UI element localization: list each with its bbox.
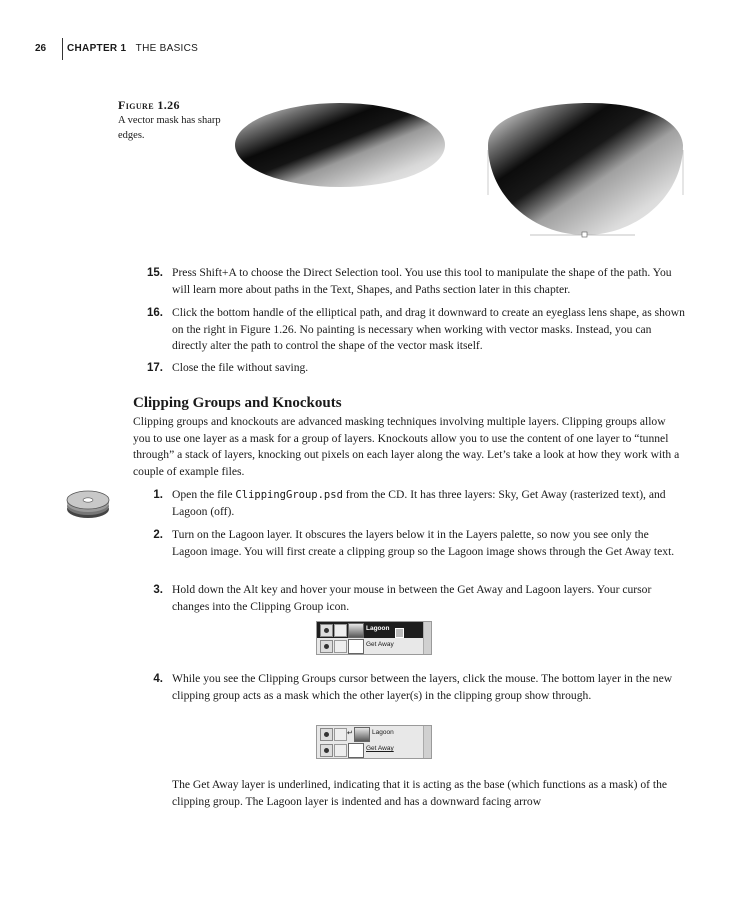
visibility-eye-icon[interactable] (320, 728, 333, 741)
visibility-eye-icon[interactable] (320, 744, 333, 757)
step-text-part: from the CD. It has three layers: Sky, Get Away (rasterized text), and Lagoon (off). (172, 488, 666, 518)
list-item (133, 265, 685, 298)
step-number: 17. (147, 362, 163, 374)
step-text: Turn on the Lagoon layer. It obscures the layers below it in the Layers palette, so now you see only the Lagoon image. You will first create a clipping group so the Lagoon image shows through the Get Away text. (172, 528, 675, 558)
brush-icon (334, 744, 347, 757)
brush-icon (334, 640, 347, 653)
layer-thumbnail (348, 743, 364, 758)
chapter-number: 1 (120, 43, 127, 54)
running-header (67, 43, 198, 54)
list-item (133, 671, 685, 704)
path-anchor (582, 232, 587, 237)
section-heading: Clipping Groups and Knockouts (133, 395, 342, 411)
clipping-cursor-icon (395, 628, 404, 638)
layer-row[interactable] (317, 742, 431, 758)
chapter-label: CHAPTER (67, 43, 118, 54)
layer-row[interactable] (317, 638, 431, 654)
brush-icon (334, 728, 347, 741)
layer-name: Lagoon (372, 729, 394, 736)
layer-thumbnail (348, 623, 364, 638)
step-number: 1. (153, 489, 163, 501)
layer-name: Get Away (366, 745, 394, 752)
figure-vector-mask-illustration (230, 95, 700, 255)
clip-arrow-icon: ↵ (347, 730, 353, 737)
layer-thumbnail (348, 639, 364, 654)
vector-mask-lens-shape (488, 103, 683, 235)
page-number: 26 (35, 43, 47, 54)
scrollbar[interactable] (423, 726, 431, 758)
figure-caption: A vector mask has sharp edges. (118, 115, 221, 141)
header-divider (62, 38, 63, 60)
step-number: 4. (153, 673, 163, 685)
chapter-title: THE BASICS (135, 43, 199, 54)
step-text (172, 487, 685, 520)
step-number: 15. (147, 267, 163, 279)
cd-disc-icon (65, 485, 111, 521)
vector-mask-ellipse (235, 103, 445, 187)
step-text: Hold down the Alt key and hover your mouse in between the Get Away and Lagoon layers. Your cursor changes into the Clipping Group icon. (172, 583, 652, 613)
brush-icon (334, 624, 347, 637)
figure-title: Figure 1.26 (118, 98, 180, 112)
step-text: Press Shift+A to choose the Direct Selection tool. You use this tool to manipulate the shape of the path. You will learn more about paths in the Text, Shapes, and Paths section later in this chapter. (172, 266, 672, 296)
step-text: While you see the Clipping Groups cursor between the layers, click the mouse. The bottom layer in the new clipping group acts as a mask which the other layer(s) in the clipping group show through. (172, 672, 673, 702)
layer-row[interactable] (317, 622, 431, 638)
step-number: 2. (153, 529, 163, 541)
step-number: 16. (147, 307, 163, 319)
step-text: Close the file without saving. (172, 361, 309, 374)
layer-name: Get Away (366, 641, 394, 648)
section-intro: Clipping groups and knockouts are advanced masking techniques involving multiple layers. Clipping groups allow you to use one layer as a mask for a group of layers. Knockouts allow you to use the content of one layer to “tunnel through” a stack of layers, knocking out pixels on each layer along the way. Let’s take a look at how they work with a couple of example files. (133, 415, 680, 478)
layers-palette (316, 621, 432, 655)
visibility-eye-icon[interactable] (320, 640, 333, 653)
list-item (133, 582, 685, 615)
layer-row[interactable] (317, 726, 431, 742)
list-item (133, 487, 685, 520)
step-text: Click the bottom handle of the elliptical path, and drag it downward to create an eyeglass lens shape, as shown on the right in Figure 1.26. No painting is necessary when working with vector masks. Instead, you can directly alter the path to control the shape of the vector mask itself. (172, 306, 685, 352)
step-number: 3. (153, 584, 163, 596)
layer-name: Lagoon (366, 625, 390, 632)
closing-paragraph: The Get Away layer is underlined, indicating that it is acting as the base (which functions as a mask) of the clipping group. The Lagoon layer is indented and has a downward facing arrow (172, 778, 668, 808)
visibility-eye-icon[interactable] (320, 624, 333, 637)
list-item (133, 305, 685, 355)
scrollbar[interactable] (423, 622, 431, 654)
file-name: ClippingGroup.psd (235, 489, 343, 501)
step-text-part: Open the file (172, 488, 236, 501)
list-item (133, 360, 685, 377)
layer-thumbnail (354, 727, 370, 742)
list-item (133, 527, 685, 560)
layers-palette (316, 725, 432, 759)
